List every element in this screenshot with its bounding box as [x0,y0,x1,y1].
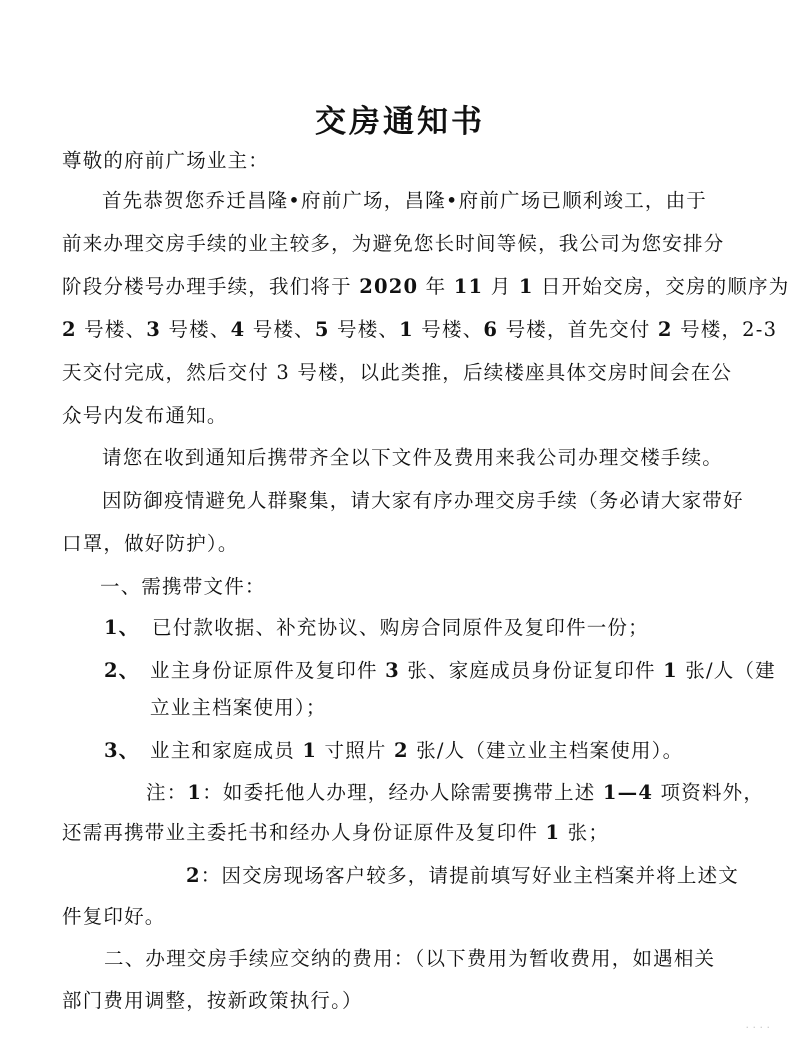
item-2-line-1 [150,656,776,686]
building-no: 4 [230,318,246,341]
p1-line-3 [62,272,789,302]
p1-line-3-text-e: 日开始交房，交房的顺序为 [533,275,790,298]
text: 注： [146,781,188,804]
text: 号楼、 [329,318,400,341]
p3-line-1: 因防御疫情避免人群聚集，请大家有序办理交房手续（务必请大家带好 [102,489,744,512]
note-2-line-1 [186,861,739,891]
p2: 请您在收到通知后携带齐全以下文件及费用来我公司办理交楼手续。 [102,446,724,469]
building-no: 2 [62,318,77,341]
section-2-line-2: 部门费用调整，按新政策执行。） [62,989,363,1012]
item-3-number: 3、 [104,739,140,762]
copy-count: 1 [663,659,678,682]
text: 项资料外， [653,781,765,804]
note-number: 2 [186,864,201,887]
item-1-text: 已付款收据、补充协议、购房合同原件及复印件一份； [152,616,649,639]
text: 号楼、 [413,318,484,341]
item-1-number: 1、 [104,616,140,639]
p1-line-3-text-a: 阶段分楼号办理手续，我们将于 [62,275,360,298]
building-no: 3 [146,318,162,341]
note-1-line-1 [146,778,764,808]
p1-line-1: 首先恭贺您乔迁昌隆•府前广场，昌隆•府前广场已顺利竣工，由于 [102,189,708,212]
text: 业主身份证原件及复印件 [150,659,386,682]
item-2-number: 2、 [104,659,140,682]
note-1-line-2 [62,818,609,848]
handover-month: 11 [453,275,484,298]
copy-count: 3 [385,659,400,682]
section-2-line-1: 二、办理交房手续应交纳的费用：（以下费用为暂收费用，如遇相关 [104,947,716,970]
photo-count: 2 [394,739,409,762]
document-title: 交房通知书 [315,104,485,140]
item-range: 1—4 [602,781,654,804]
text: 号楼、 [245,318,315,341]
section-1-heading: 一、需携带文件： [100,575,266,598]
text: 张、家庭成员身份证复印件 [399,659,664,682]
item-3-text [150,736,683,766]
text: 张/人（建 [677,659,776,682]
building-no: 1 [399,318,414,341]
text: 业主和家庭成员 [150,739,303,762]
handover-day: 1 [518,275,534,298]
watermark: · · · · [745,1021,770,1034]
building-no: 2 [657,318,673,341]
p1-line-5: 天交付完成，然后交付 3 号楼，以此类推，后续楼座具体交房时间会在公 [62,361,733,384]
building-no: 6 [483,318,499,341]
text: 寸照片 [317,739,394,762]
text: 号楼、 [76,318,147,341]
text: 号楼，首先交付 [498,318,658,341]
p3-line-2: 口罩，做好防护）。 [62,532,239,555]
building-no: 5 [314,318,330,341]
p1-line-6: 众号内发布通知。 [62,404,228,427]
text: ：如委托他人办理，经办人除需要携带上述 [202,781,603,804]
handover-year: 2020 [359,275,419,298]
p1-line-3-text-b: 年 [418,275,454,298]
text: ：因交房现场客户较多，请提前填写好业主档案并将上述文 [200,864,739,887]
text: 张； [560,821,610,844]
p1-line-4 [62,315,777,345]
text: 张/人（建立业主档案使用）。 [408,739,684,762]
p1-line-2: 前来办理交房手续的业主较多，为避免您长时间等候，我公司为您安排分 [62,232,725,255]
photo-size: 1 [302,739,318,762]
text: 还需再携带业主委托书和经办人身份证原件及复印件 [62,821,546,844]
note-number: 1 [187,781,203,804]
salutation: 尊敬的府前广场业主： [62,149,270,172]
text: 号楼，2-3 [672,318,778,341]
item-2-line-2: 立业主档案使用）； [150,696,327,719]
copy-count: 1 [545,821,561,844]
p1-line-3-text-c: 月 [483,275,519,298]
note-2-line-2: 件复印好。 [62,905,166,928]
text: 号楼、 [161,318,231,341]
